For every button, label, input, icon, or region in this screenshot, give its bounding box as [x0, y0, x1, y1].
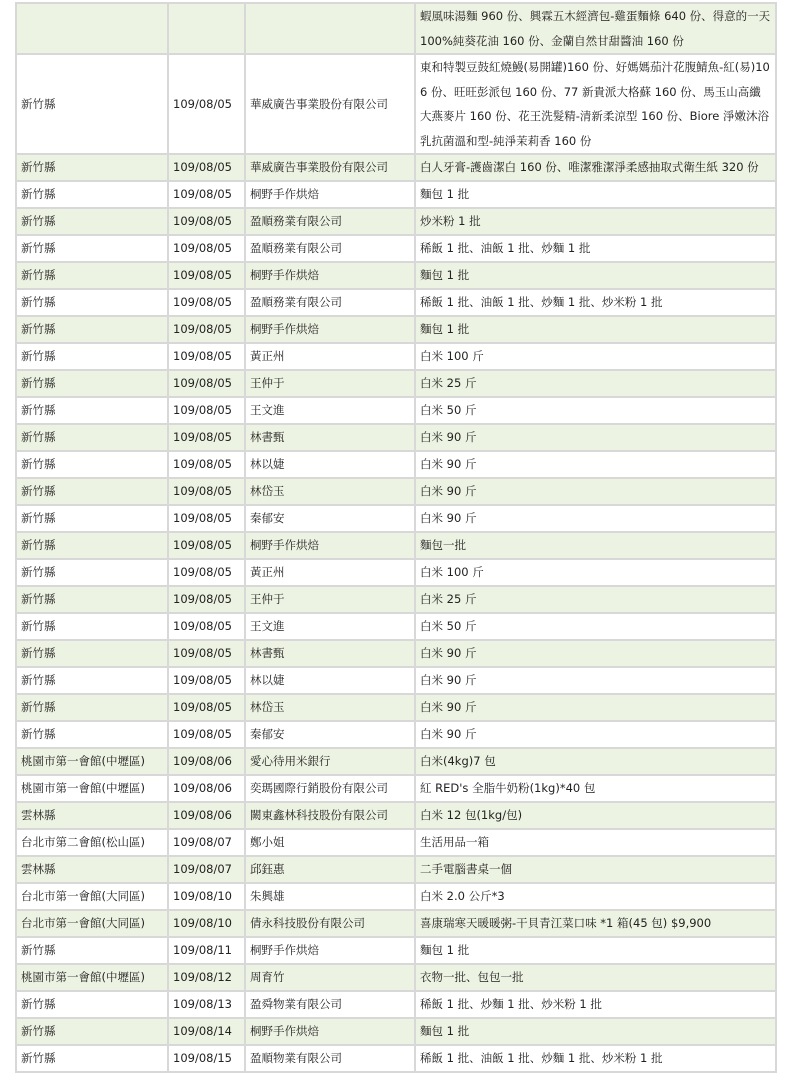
cell-donor: 林書甄: [245, 424, 415, 451]
cell-item: 白米 100 斤: [415, 343, 776, 370]
cell-item: 蝦風味湯麵 960 份、興霖五木經濟包-雞蛋麵條 640 份、得意的一天 100%純葵花油 160 份、金蘭自然甘甜醬油 160 份: [415, 3, 776, 54]
table-row: [16, 613, 776, 640]
cell-item: 稀飯 1 批、炒麵 1 批、炒米粉 1 批: [415, 991, 776, 1018]
cell-item: 白米 90 斤: [415, 424, 776, 451]
cell-item: 麵包 1 批: [415, 1018, 776, 1045]
cell-date: 109/08/05: [168, 289, 245, 316]
cell-date: 109/08/05: [168, 451, 245, 478]
cell-date: 109/08/05: [168, 424, 245, 451]
cell-date: 109/08/07: [168, 829, 245, 856]
cell-item: 炒米粉 1 批: [415, 208, 776, 235]
cell-county: 新竹縣: [16, 613, 168, 640]
table-row: [16, 856, 776, 883]
cell-item: 稀飯 1 批、油飯 1 批、炒麵 1 批: [415, 235, 776, 262]
table-row: [16, 937, 776, 964]
table-row: [16, 1018, 776, 1045]
cell-donor: 盈順務業有限公司: [245, 289, 415, 316]
cell-donor: 黃正州: [245, 559, 415, 586]
cell-county: 新竹縣: [16, 54, 168, 154]
cell-donor: 桐野手作烘焙: [245, 262, 415, 289]
table-row: [16, 181, 776, 208]
cell-county: 台北市第一會館(大同區): [16, 883, 168, 910]
cell-item: 白米 12 包(1kg/包): [415, 802, 776, 829]
cell-item: 白米 25 斤: [415, 370, 776, 397]
cell-item: 麵包 1 批: [415, 181, 776, 208]
cell-date: 109/08/05: [168, 154, 245, 181]
cell-date: 109/08/05: [168, 559, 245, 586]
cell-county: 新竹縣: [16, 559, 168, 586]
cell-item: 麵包一批: [415, 532, 776, 559]
table-row: [16, 208, 776, 235]
cell-date: 109/08/05: [168, 316, 245, 343]
cell-county: 桃園市第一會館(中壢區): [16, 964, 168, 991]
cell-donor: 盈順務業有限公司: [245, 235, 415, 262]
cell-item: 白米 100 斤: [415, 559, 776, 586]
cell-county: 新竹縣: [16, 991, 168, 1018]
cell-item: 稀飯 1 批、油飯 1 批、炒麵 1 批、炒米粉 1 批: [415, 289, 776, 316]
cell-county: 新竹縣: [16, 532, 168, 559]
table-row: [16, 343, 776, 370]
cell-donor: 秦郁安: [245, 505, 415, 532]
table-row: [16, 802, 776, 829]
cell-item: 白米 2.0 公斤*3: [415, 883, 776, 910]
donation-list: [15, 2, 775, 1073]
cell-county: 新竹縣: [16, 370, 168, 397]
cell-donor: 桐野手作烘焙: [245, 181, 415, 208]
cell-county: 新竹縣: [16, 289, 168, 316]
cell-donor: 闕東鑫林科技股份有限公司: [245, 802, 415, 829]
cell-donor: [245, 3, 415, 54]
table-row: [16, 397, 776, 424]
cell-donor: 邱鈺惠: [245, 856, 415, 883]
cell-date: 109/08/05: [168, 235, 245, 262]
cell-date: [168, 3, 245, 54]
cell-donor: 黃正州: [245, 343, 415, 370]
cell-donor: 桐野手作烘焙: [245, 316, 415, 343]
table-row: [16, 154, 776, 181]
cell-item: 白米 50 斤: [415, 613, 776, 640]
cell-county: 新竹縣: [16, 1018, 168, 1045]
table-row: [16, 478, 776, 505]
cell-county: 新竹縣: [16, 478, 168, 505]
cell-date: 109/08/05: [168, 721, 245, 748]
cell-item: 白米 25 斤: [415, 586, 776, 613]
cell-date: 109/08/12: [168, 964, 245, 991]
cell-donor: 倩永科技股份有限公司: [245, 910, 415, 937]
cell-donor: 秦郁安: [245, 721, 415, 748]
table-row: [16, 532, 776, 559]
table-row: [16, 748, 776, 775]
table-row: [16, 262, 776, 289]
table-row: [16, 640, 776, 667]
table-row: [16, 235, 776, 262]
table-row: [16, 289, 776, 316]
cell-date: 109/08/05: [168, 262, 245, 289]
cell-date: 109/08/05: [168, 532, 245, 559]
cell-county: 新竹縣: [16, 397, 168, 424]
table-row: [16, 1045, 776, 1072]
table-row: [16, 54, 776, 154]
cell-county: 新竹縣: [16, 667, 168, 694]
cell-county: 新竹縣: [16, 640, 168, 667]
table-row: [16, 829, 776, 856]
cell-date: 109/08/15: [168, 1045, 245, 1072]
table-row: [16, 505, 776, 532]
cell-date: 109/08/06: [168, 748, 245, 775]
table-row: [16, 991, 776, 1018]
cell-county: 桃園市第一會館(中壢區): [16, 775, 168, 802]
cell-item: 白米 90 斤: [415, 451, 776, 478]
cell-item: 二手電腦書桌一個: [415, 856, 776, 883]
cell-county: 新竹縣: [16, 694, 168, 721]
cell-donor: 王文進: [245, 397, 415, 424]
cell-date: 109/08/05: [168, 397, 245, 424]
cell-county: 新竹縣: [16, 451, 168, 478]
cell-donor: 林以婕: [245, 451, 415, 478]
cell-item: 生活用品一箱: [415, 829, 776, 856]
cell-item: 白米 90 斤: [415, 505, 776, 532]
cell-county: 新竹縣: [16, 505, 168, 532]
cell-item: 白米 50 斤: [415, 397, 776, 424]
table-row: [16, 883, 776, 910]
cell-date: 109/08/05: [168, 181, 245, 208]
cell-date: 109/08/05: [168, 370, 245, 397]
cell-donor: 盈順務業有限公司: [245, 208, 415, 235]
cell-county: 雲林縣: [16, 802, 168, 829]
cell-county: 新竹縣: [16, 235, 168, 262]
cell-item: 白米 90 斤: [415, 721, 776, 748]
cell-item: 白米 90 斤: [415, 640, 776, 667]
cell-donor: 桐野手作烘焙: [245, 937, 415, 964]
cell-date: 109/08/05: [168, 586, 245, 613]
cell-item: 白米 90 斤: [415, 478, 776, 505]
cell-item: 稀飯 1 批、油飯 1 批、炒麵 1 批、炒米粉 1 批: [415, 1045, 776, 1072]
cell-county: 新竹縣: [16, 208, 168, 235]
cell-county: 新竹縣: [16, 343, 168, 370]
cell-county: 新竹縣: [16, 424, 168, 451]
cell-item: 白米 90 斤: [415, 667, 776, 694]
cell-donor: 王文進: [245, 613, 415, 640]
cell-donor: 奕瑪國際行銷股份有限公司: [245, 775, 415, 802]
cell-county: 新竹縣: [16, 586, 168, 613]
cell-county: 新竹縣: [16, 937, 168, 964]
cell-item: 喜康瑞寒天暖暖粥-干貝青江菜口味 *1 箱(45 包) $9,900: [415, 910, 776, 937]
cell-date: 109/08/10: [168, 883, 245, 910]
cell-county: [16, 3, 168, 54]
cell-item: 衣物一批、包包一批: [415, 964, 776, 991]
cell-donor: 林岱玉: [245, 478, 415, 505]
cell-donor: 盈順物業有限公司: [245, 1045, 415, 1072]
cell-donor: 鄭小姐: [245, 829, 415, 856]
cell-donor: 朱興雄: [245, 883, 415, 910]
cell-date: 109/08/05: [168, 694, 245, 721]
table-row: [16, 694, 776, 721]
cell-date: 109/08/06: [168, 802, 245, 829]
cell-county: 台北市第一會館(大同區): [16, 910, 168, 937]
table-row: [16, 451, 776, 478]
cell-donor: 桐野手作烘焙: [245, 532, 415, 559]
cell-item: 白米(4kg)7 包: [415, 748, 776, 775]
cell-date: 109/08/05: [168, 613, 245, 640]
cell-county: 新竹縣: [16, 262, 168, 289]
cell-donor: 王仲于: [245, 370, 415, 397]
cell-county: 桃園市第一會館(中壢區): [16, 748, 168, 775]
table-row: [16, 370, 776, 397]
cell-item: 白人牙膏-護齒潔白 160 份、唯潔雅潔淨柔感抽取式衛生紙 320 份: [415, 154, 776, 181]
cell-donor: 盈舜物業有限公司: [245, 991, 415, 1018]
table-row: [16, 424, 776, 451]
cell-donor: 華威廣告事業股份有限公司: [245, 154, 415, 181]
cell-date: 109/08/14: [168, 1018, 245, 1045]
donation-table: [15, 2, 777, 1073]
donation-table-body: [16, 3, 776, 1072]
cell-date: 109/08/07: [168, 856, 245, 883]
cell-date: 109/08/05: [168, 640, 245, 667]
cell-donor: 林書甄: [245, 640, 415, 667]
cell-county: 新竹縣: [16, 154, 168, 181]
cell-date: 109/08/10: [168, 910, 245, 937]
table-row: [16, 721, 776, 748]
cell-donor: 愛心待用米銀行: [245, 748, 415, 775]
table-row: [16, 586, 776, 613]
table-row: [16, 910, 776, 937]
cell-item: 麵包 1 批: [415, 262, 776, 289]
cell-county: 新竹縣: [16, 181, 168, 208]
cell-county: 雲林縣: [16, 856, 168, 883]
table-row: [16, 964, 776, 991]
table-row: [16, 3, 776, 54]
cell-date: 109/08/05: [168, 54, 245, 154]
cell-county: 新竹縣: [16, 316, 168, 343]
cell-donor: 華威廣告事業股份有限公司: [245, 54, 415, 154]
cell-donor: 桐野手作烘焙: [245, 1018, 415, 1045]
cell-county: 新竹縣: [16, 721, 168, 748]
table-row: [16, 775, 776, 802]
table-row: [16, 667, 776, 694]
cell-donor: 周育竹: [245, 964, 415, 991]
cell-donor: 林以婕: [245, 667, 415, 694]
table-row: [16, 316, 776, 343]
cell-date: 109/08/05: [168, 208, 245, 235]
cell-county: 新竹縣: [16, 1045, 168, 1072]
cell-date: 109/08/06: [168, 775, 245, 802]
cell-date: 109/08/05: [168, 478, 245, 505]
cell-item: 東和特製豆鼓紅燒鰻(易開罐)160 份、好媽媽茄汁花腹鯖魚-紅(易)106 份、旺旺彭派包 160 份、77 新貴派大格蘇 160 份、馬玉山高纖大燕麥片 160 份、花王洗髮精-清新柔涼型 160 份、Biore 淨嫩沐浴乳抗菌溫和型-純淨茉莉香 160 份: [415, 54, 776, 154]
cell-date: 109/08/05: [168, 343, 245, 370]
table-row: [16, 559, 776, 586]
cell-item: 麵包 1 批: [415, 937, 776, 964]
cell-donor: 王仲于: [245, 586, 415, 613]
cell-date: 109/08/05: [168, 505, 245, 532]
cell-donor: 林岱玉: [245, 694, 415, 721]
cell-date: 109/08/13: [168, 991, 245, 1018]
cell-county: 台北市第二會館(松山區): [16, 829, 168, 856]
cell-item: 紅 RED's 全脂牛奶粉(1kg)*40 包: [415, 775, 776, 802]
cell-date: 109/08/05: [168, 667, 245, 694]
cell-item: 麵包 1 批: [415, 316, 776, 343]
cell-item: 白米 90 斤: [415, 694, 776, 721]
cell-date: 109/08/11: [168, 937, 245, 964]
